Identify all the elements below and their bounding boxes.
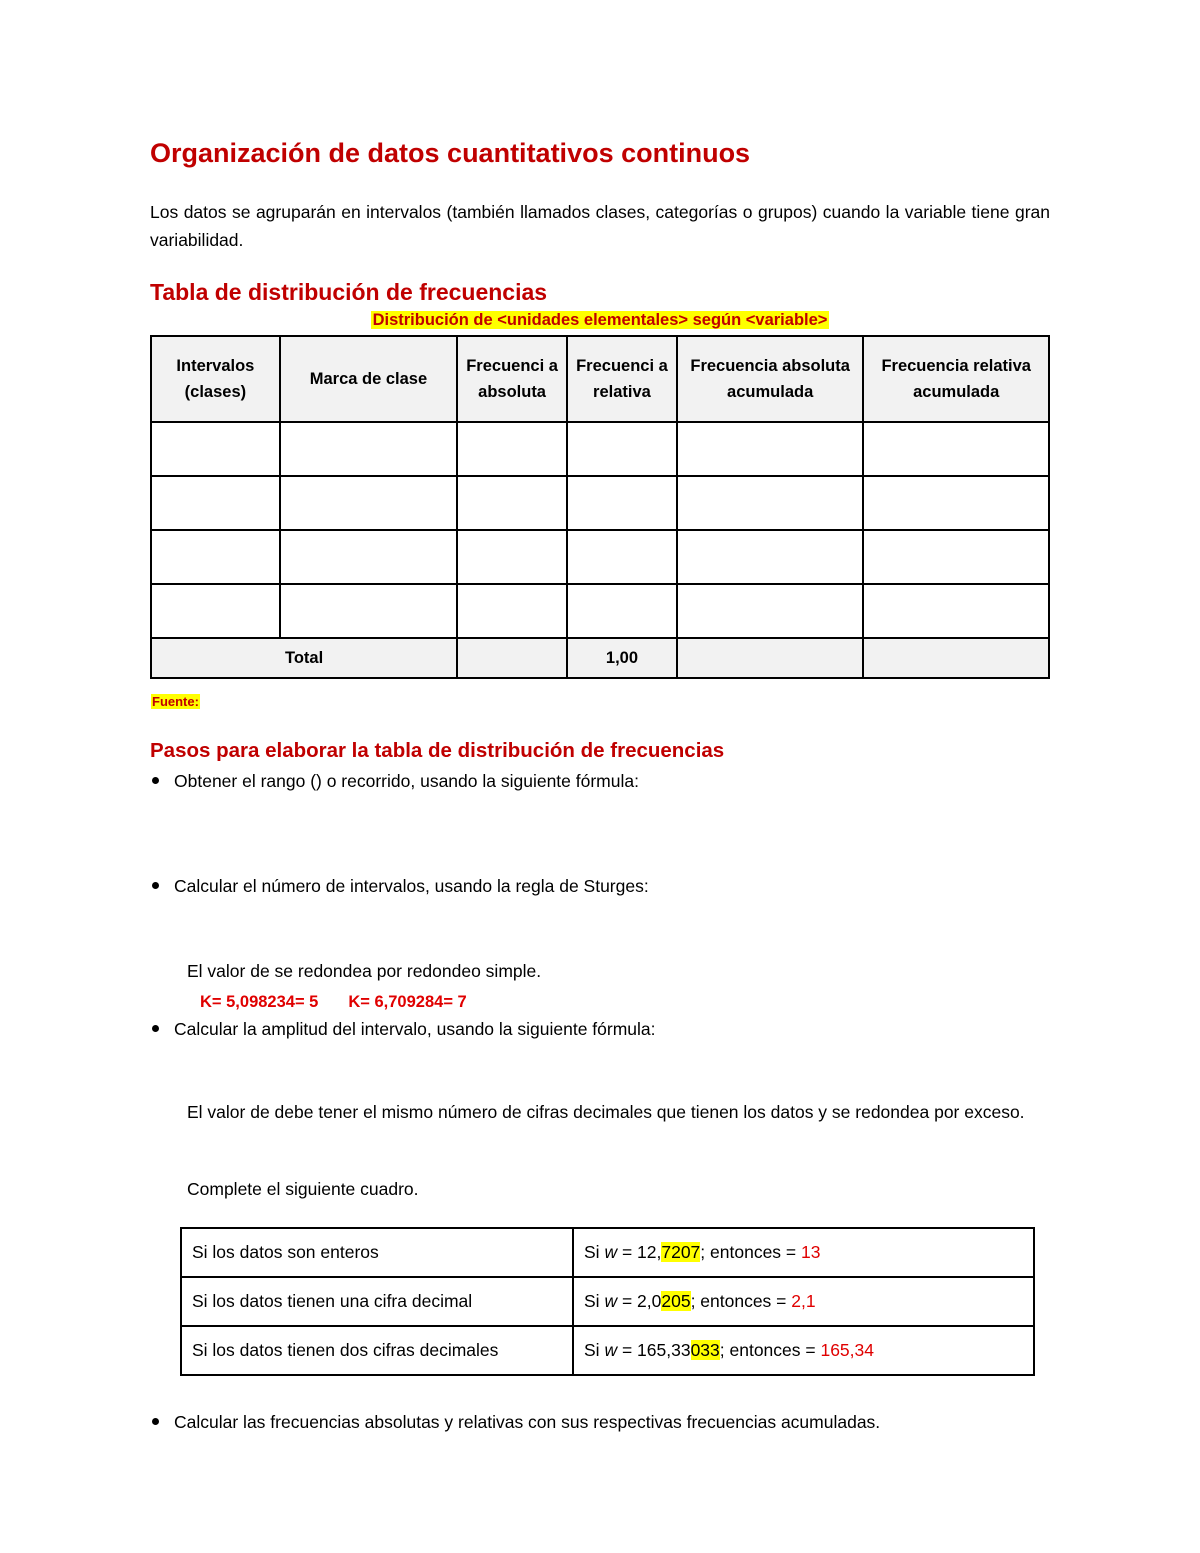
table-cell[interactable]: [677, 422, 864, 476]
rounding-example: Si w = 12,7207; entonces = 13: [573, 1228, 1034, 1277]
table-row: [151, 584, 1049, 638]
frequency-table-header-row: [151, 336, 1049, 422]
list-item: [150, 876, 649, 897]
step-amplitud: Calcular la amplitud del intervalo, usando la siguiente fórmula:: [174, 1019, 656, 1039]
table-cell[interactable]: [151, 476, 280, 530]
table-cell[interactable]: [280, 422, 457, 476]
table-cell[interactable]: [863, 530, 1049, 584]
table-row: [151, 530, 1049, 584]
header-frecuencia-relativa-acumulada: Frecuencia relativa acumulada: [863, 336, 1049, 422]
list-item: [150, 1412, 880, 1433]
redondeo-note: El valor de se redondea por redondeo simple.: [187, 961, 542, 981]
rounding-label: Si los datos tienen una cifra decimal: [181, 1277, 573, 1326]
header-frecuencia-absoluta: Frecuenci a absoluta: [457, 336, 567, 422]
k-examples: [200, 993, 467, 1012]
header-frecuencia-relativa: Frecuenci a relativa: [567, 336, 677, 422]
table-cell[interactable]: [863, 584, 1049, 638]
section-title-table: Tabla de distribución de frecuencias: [150, 279, 548, 305]
amplitud-note: El valor de debe tener el mismo número de cifras decimales que tienen los datos y se redondea por exceso.: [187, 1102, 1025, 1122]
bullet-icon: [152, 1025, 159, 1032]
rounding-label: Si los datos tienen dos cifras decimales: [181, 1326, 573, 1375]
table-cell[interactable]: [863, 476, 1049, 530]
rounding-example: Si w = 2,0205; entonces = 2,1: [573, 1277, 1034, 1326]
table-cell[interactable]: [567, 530, 677, 584]
table-cell[interactable]: [151, 422, 280, 476]
header-marca-de-clase: Marca de clase: [280, 336, 457, 422]
table-cell[interactable]: [280, 584, 457, 638]
source-label: Fuente:: [152, 694, 199, 709]
table-cell[interactable]: [567, 584, 677, 638]
table-row: [151, 476, 1049, 530]
header-frecuencia-absoluta-acumulada: Frecuencia absoluta acumulada: [677, 336, 864, 422]
table-cell[interactable]: [280, 530, 457, 584]
table-cell[interactable]: [457, 422, 567, 476]
table-cell[interactable]: [677, 530, 864, 584]
table-cell[interactable]: [863, 422, 1049, 476]
table-cell[interactable]: [151, 530, 280, 584]
table-row: [181, 1277, 1034, 1326]
total-relative: 1,00: [567, 638, 677, 678]
table-cell[interactable]: [457, 638, 567, 678]
step-rango: Obtener el rango () o recorrido, usando la siguiente fórmula:: [174, 771, 639, 791]
table-total-row: [151, 638, 1049, 678]
list-item: [150, 1019, 656, 1040]
table-cell[interactable]: [567, 422, 677, 476]
complete-instruction: Complete el siguiente cuadro.: [187, 1179, 419, 1199]
page-title: Organización de datos cuantitativos continuos: [150, 138, 751, 168]
rounding-example: Si w = 165,33033; entonces = 165,34: [573, 1326, 1034, 1375]
table-cell[interactable]: [677, 476, 864, 530]
table-row: [151, 422, 1049, 476]
k-example-1: K= 5,098234= 5: [200, 993, 319, 1011]
table-row: [181, 1326, 1034, 1375]
bullet-icon: [152, 1418, 159, 1425]
intro-paragraph: Los datos se agruparán en intervalos (también llamados clases, categorías o grupos) cuando la variable tiene gran variabilidad.: [150, 202, 1050, 250]
table-cell[interactable]: [863, 638, 1049, 678]
table-cell[interactable]: [567, 476, 677, 530]
header-intervalos: Intervalos (clases): [151, 336, 280, 422]
bullet-icon: [152, 777, 159, 784]
table-cell[interactable]: [457, 476, 567, 530]
step-frecuencias: Calcular las frecuencias absolutas y relativas con sus respectivas frecuencias acumuladas.: [174, 1412, 881, 1432]
rounding-table: [180, 1227, 1035, 1376]
section-title-steps: Pasos para elaborar la tabla de distribución de frecuencias: [150, 739, 725, 762]
table-cell[interactable]: [677, 584, 864, 638]
rounding-label: Si los datos son enteros: [181, 1228, 573, 1277]
frequency-table: [150, 335, 1050, 679]
table-cell[interactable]: [280, 476, 457, 530]
list-item: [150, 771, 639, 792]
table-cell[interactable]: [457, 584, 567, 638]
total-label: Total: [151, 638, 457, 678]
table-caption: [150, 311, 1050, 330]
table-cell[interactable]: [151, 584, 280, 638]
step-intervalos: Calcular el número de intervalos, usando la regla de Sturges:: [174, 876, 649, 896]
table-caption-text: Distribución de <unidades elementales> según <variable>: [372, 311, 828, 329]
k-example-2: K= 6,709284= 7: [348, 993, 467, 1011]
bullet-icon: [152, 882, 159, 889]
table-row: [181, 1228, 1034, 1277]
table-cell[interactable]: [677, 638, 864, 678]
table-cell[interactable]: [457, 530, 567, 584]
